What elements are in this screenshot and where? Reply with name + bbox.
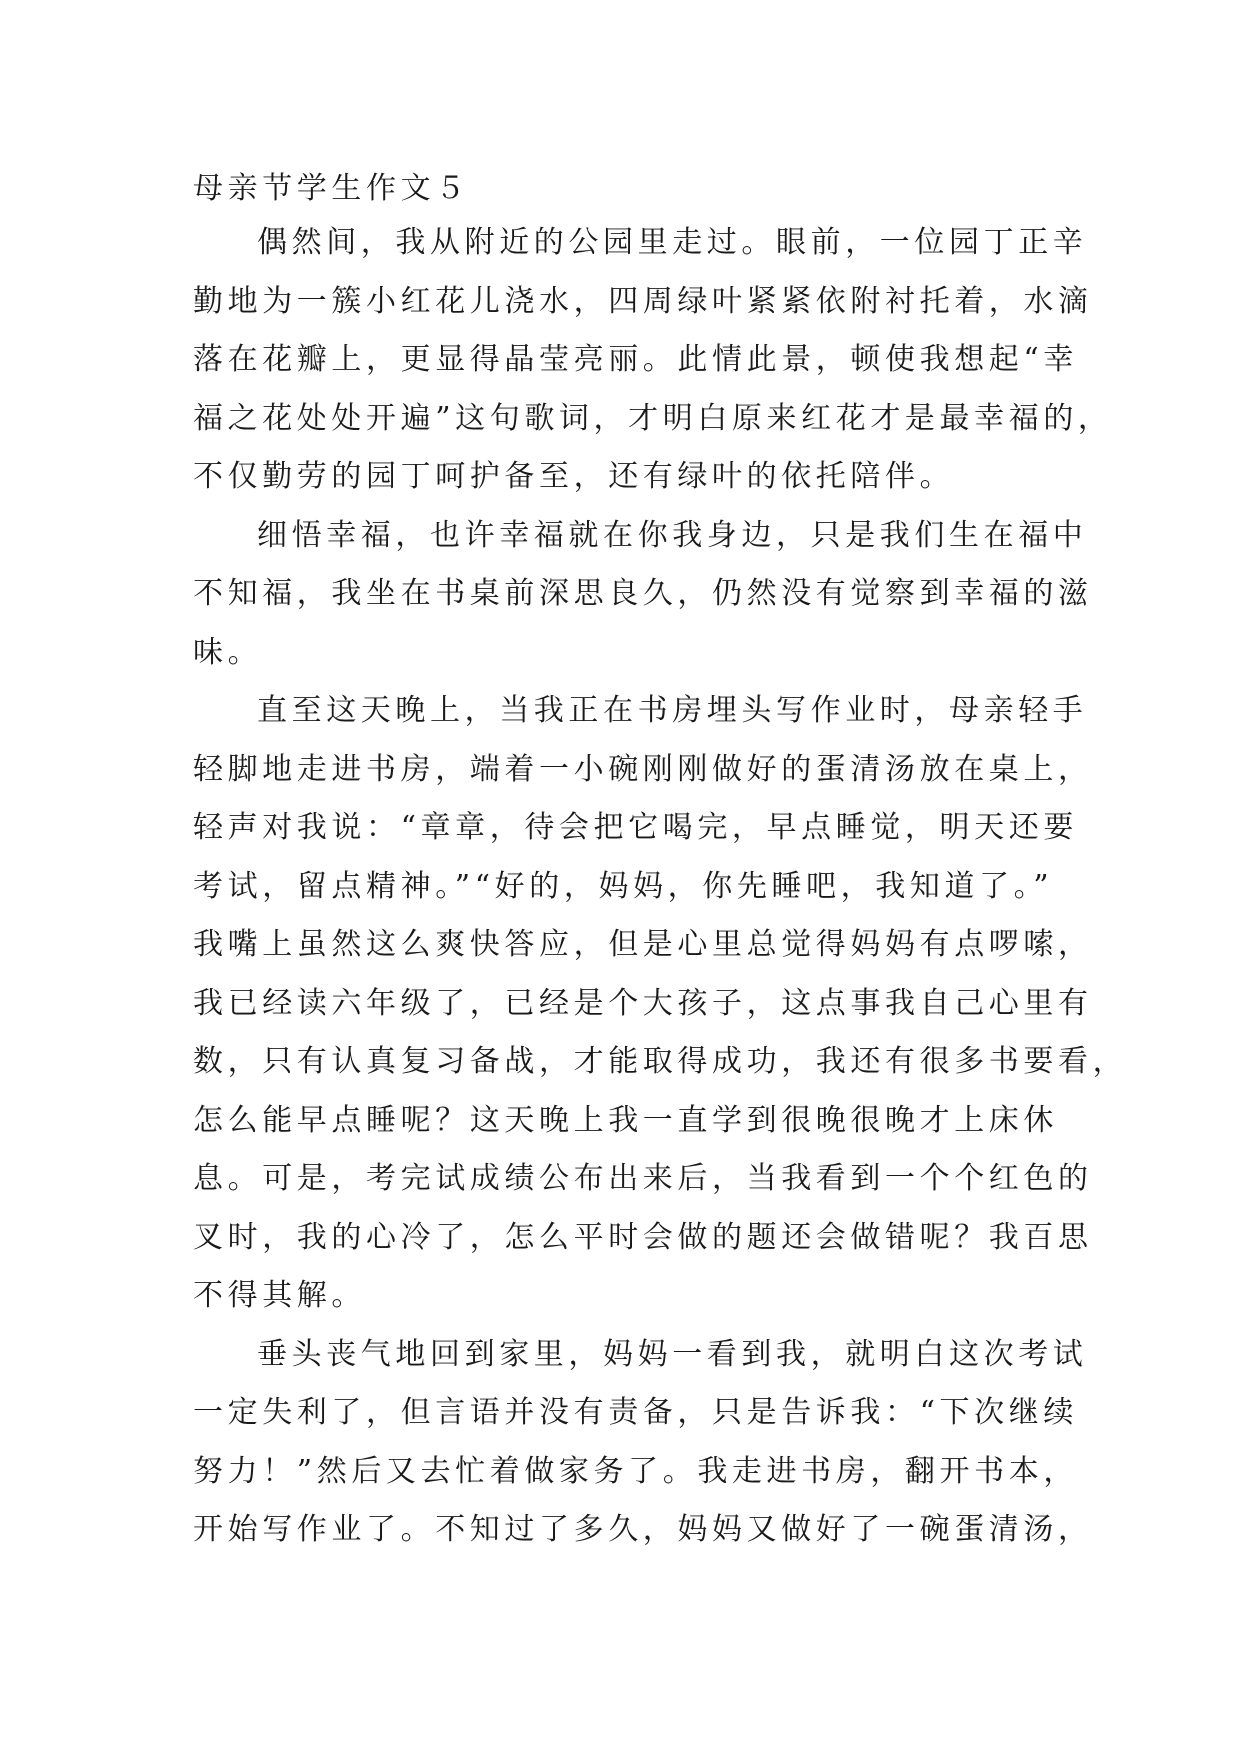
paragraph-line: 考试，留点精神。”“好的，妈妈，你先睡吧，我知道了。”: [193, 868, 1054, 904]
paragraph-line: 直至这天晚上，当我正在书房埋头写作业时，母亲轻手: [257, 693, 1088, 728]
paragraph-line: 不得其解。: [193, 1278, 366, 1313]
paragraph-line: 落在花瓣上，更显得晶莹亮丽。此情此景，顿使我想起“幸: [193, 342, 1078, 377]
paragraph-line: 努力！”然后又去忙着做家务了。我走进书房，翻开书本，: [193, 1453, 1078, 1489]
paragraph-line: 轻声对我说：“章章，待会把它喝完，早点睡觉，明天还要: [193, 810, 1078, 845]
paragraph-line: 怎么能早点睡呢？这天晚上我一直学到很晚很晚才上床休: [193, 1102, 1058, 1138]
document-title: 母亲节学生作文５: [193, 171, 470, 206]
paragraph-line: 不知福，我坐在书桌前深思良久，仍然没有觉察到幸福的滋: [193, 576, 1093, 611]
paragraph-line: 叉时，我的心冷了，怎么平时会做的题还会做错呢？我百思: [193, 1219, 1093, 1255]
paragraph-line: 福之花处处开遍”这句歌词，才明白原来红花才是最幸福的，: [193, 400, 1113, 436]
paragraph-line: 轻脚地走进书房，端着一小碗刚刚做好的蛋清汤放在桌上，: [193, 751, 1093, 787]
paragraph-line: 味。: [193, 634, 263, 670]
paragraph-line: 垂头丧气地回到家里，妈妈一看到我，就明白这次考试: [257, 1336, 1088, 1372]
paragraph-line: 偶然间，我从附近的公园里走过。眼前，一位园丁正辛: [257, 225, 1088, 260]
paragraph-line: 一定失利了，但言语并没有责备，只是告诉我：“下次继续: [193, 1395, 1078, 1430]
paragraph-line: 息。可是，考完试成绩公布出来后，当我看到一个个红色的: [193, 1161, 1093, 1196]
paragraph-line: 数，只有认真复习备战，才能取得成功，我还有很多书要看，: [193, 1044, 1128, 1079]
paragraph-line: 我嘴上虽然这么爽快答应，但是心里总觉得妈妈有点啰嗦，: [193, 927, 1093, 962]
paragraph-line: 细悟幸福，也许幸福就在你我身边，只是我们生在福中: [257, 517, 1088, 553]
paragraph-line: 我已经读六年级了，已经是个大孩子，这点事我自己心里有: [193, 985, 1093, 1021]
paragraph-line: 勤地为一簇小红花儿浇水，四周绿叶紧紧依附衬托着，水滴: [193, 283, 1093, 319]
paragraph-line: 不仅勤劳的园丁呵护备至，还有绿叶的依托陪伴。: [193, 459, 955, 494]
essay-body: [193, 214, 1128, 1560]
paragraph-line: 开始写作业了。不知过了多久，妈妈又做好了一碗蛋清汤，: [193, 1512, 1093, 1547]
